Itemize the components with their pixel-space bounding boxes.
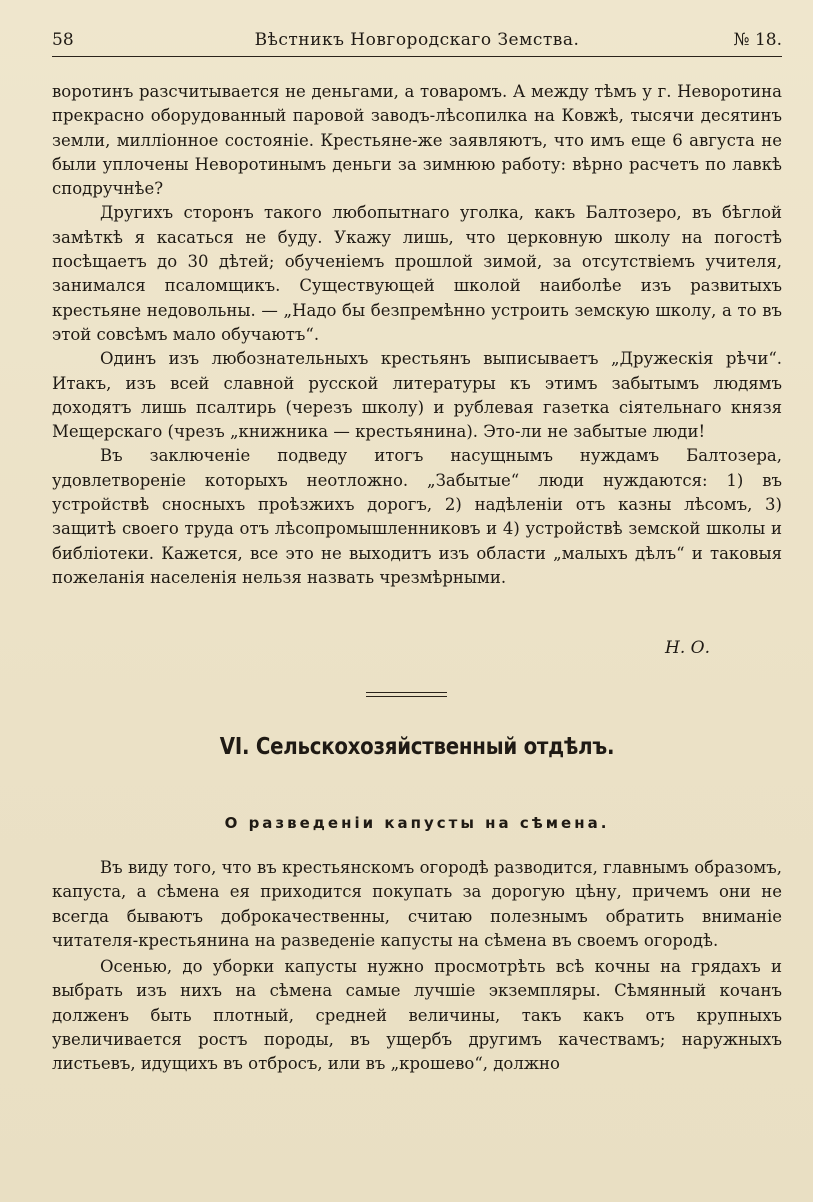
signature: Н. О. [665,638,710,658]
paragraph: Другихъ сторонъ такого любопытнаго уголка, какъ Балтозеро, въ бѣглой замѣткѣ я касаться не буду. Укажу лишь, что церковную школу на погостѣ посѣщаетъ до 30 дѣтей; обученіемъ прошлой зимой, за отсутствіемъ учителя, занимался псаломщикъ. Существующей школой наиболѣе изъ развитыхъ крестьяне недовольны. — „Надо бы безпремѣнно устроить земскую школу, а то въ этой совсѣмъ мало обучаютъ“. [52,203,782,344]
double-rule-divider [366,692,447,697]
paragraph: Въ виду того, что въ крестьянскомъ огородѣ разводится, главнымъ образомъ, капуста, а сѣмена ея приходится покупать за дорогую цѣну, причемъ они не всегда бываютъ доброкачественны, считаю полезнымъ обратить вниманіе читателя-крестьянина на разведеніе капусты на сѣмена въ своемъ огородѣ. [52,858,782,950]
section-heading: VI. Сельскохозяйственный отдѣлъ. [219,734,615,760]
article-body [52,856,782,1077]
article-continuation [52,80,782,590]
page-number: 58 [52,30,74,50]
header-rule [52,56,782,57]
paragraph: воротинъ разсчитывается не деньгами, а товаромъ. А между тѣмъ у г. Неворотина прекрасно оборудованный паровой заводъ-лѣсопилка на Ковжѣ, тысячи десятинъ земли, милліонное состояніе. Крестьяне-же заявляютъ, что имъ еще 6 августа не были уплочены Неворотинымъ деньги за зимнюю работу: вѣрно расчетъ по лавкѣ сподручнѣе? [52,82,782,199]
running-header [52,30,782,56]
article-title: О разведеніи капусты на сѣмена. [224,814,610,832]
journal-title: Вѣстникъ Новгородскаго Земства. [254,30,580,50]
paragraph: Въ заключеніе подведу итогъ насущнымъ нуждамъ Балтозера, удовлетвореніе которыхъ неотложно. „Забытые“ люди нуждаются: 1) въ устройствѣ сносныхъ проѣзжихъ дорогъ, 2) надѣленіи отъ казны лѣсомъ, 3) защитѣ своего труда отъ лѣсопромышленниковъ и 4) устройствѣ земской школы и библіотеки. Кажется, все это не выходитъ изъ области „малыхъ дѣлъ“ и таковыя пожеланія населенія нельзя назвать чрезмѣрными. [52,446,782,587]
issue-number: № 18. [733,30,782,50]
paragraph: Одинъ изъ любознательныхъ крестьянъ выписываетъ „Дружескія рѣчи“. Итакъ, изъ всей славной русской литературы къ этимъ забытымъ людямъ доходятъ лишь псалтирь (черезъ школу) и рублевая газетка сіятельнаго князя Мещерскаго (чрезъ „книжника — крестьянина). Это-ли не забытые люди! [52,349,782,442]
paragraph: Осенью, до уборки капусты нужно просмотрѣть всѣ кочны на грядахъ и выбрать изъ нихъ на сѣмена самые лучшіе экземпляры. Сѣмянный кочанъ долженъ быть плотный, средней величины, такъ какъ отъ крупныхъ увеличивается ростъ породы, въ ущербъ другимъ качествамъ; наружныхъ листьевъ, идущихъ въ отбросъ, или въ „крошево“, должно [52,957,782,1074]
